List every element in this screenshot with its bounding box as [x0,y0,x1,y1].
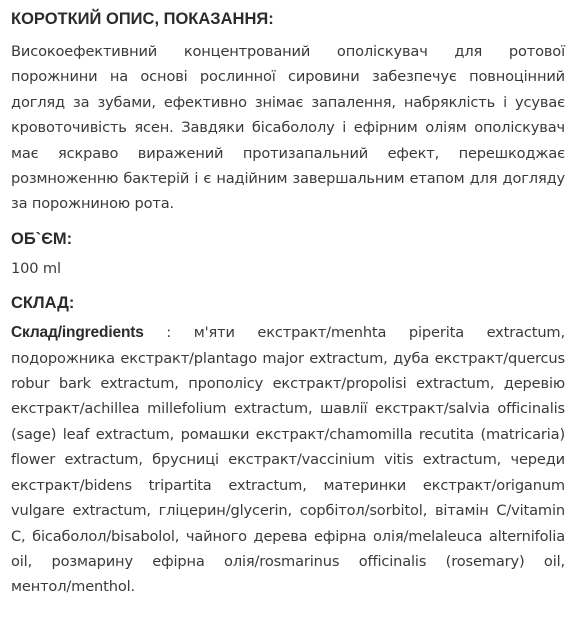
volume-section [11,228,565,281]
composition-heading: СКЛАД: [11,294,75,313]
ingredients-label: Склад/ingredients [11,324,144,342]
ingredients-list: : м'яти екстракт/menhta piperita extractum, подорожника екстракт/plantago major extractum, дуба екстракт/quercus robur bark extractum, прополісу екстракт/propolisi extractum, деревію екстракт/achillea millefolium extractum, шавлії екстракт/salvia officinalis (sage) leaf extractum, ромашки екстракт/chamomilla recutita (matricaria) flower extractum, брусниці екстракт/vaccinium vitis extractum, череди екстракт/bidens tripartita extractum, материнки екстракт/origanum vulgare extractum, гліцерин/glycerin, сорбітол/sorbitol, вітамін C/vitamin C, бісаболол/bisabolol, чайного дерева ефірна олія/melaleuca alternifolia oil, розмарину ефірна олія/rosmarinus officinalis (rosemary) oil, ментол/menthol. [11,324,565,596]
volume-value: 100 ml [11,259,61,277]
composition-section [11,292,565,599]
volume-heading: ОБ`ЄМ: [11,229,73,248]
description-section [11,8,565,217]
description-text: Високоефективний концентрований ополіскувач для ротової порожнини на основі рослинної сировини забезпечує повноцінний догляд за зубами, ефективно знімає запалення, набряклість і усуває кровоточивість ясен. Завдяки бісабололу і ефірним оліям ополіскувач має яскраво виражений протизапальний ефект, перешкоджає розмноженню бактерій і є надійним завершальним етапом для догляду за порожниною рота. [11,43,565,213]
description-heading: КОРОТКИЙ ОПИС, ПОКАЗАННЯ: [11,10,274,28]
composition-text [11,320,565,599]
